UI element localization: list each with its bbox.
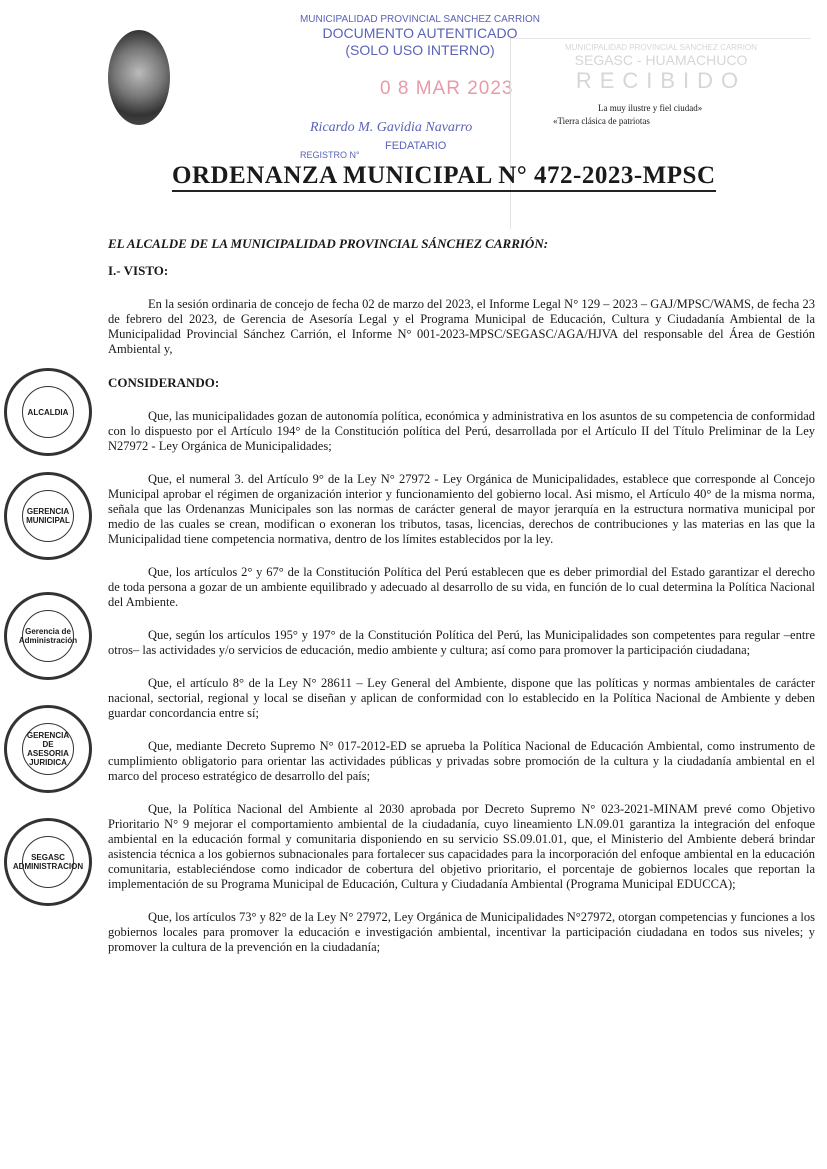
received-stamp-office: SEGASC - HUAMACHUCO [574,52,748,68]
gerencia-municipal-stamp [4,472,92,560]
asesoria-juridica-stamp [4,705,92,793]
considerando-paragraph: Que, las municipalidades gozan de autonomía política, económica y administrativa en los asuntos de su competencia de conformidad con lo dispuesto por el Artículo 194° de la Constitución política del Perú, desarrollada por el Artículo II del Título Preliminar de la Ley N27972 - Ley Orgánica de Municipalidades; [108,409,815,453]
visto-heading: I.- VISTO: [108,263,169,278]
motto-line-1: La muy ilustre y fiel ciudad» [598,103,703,113]
stamp-label: Gerencia de Administración [18,627,78,645]
document-title: ORDENANZA MUNICIPAL N° 472-2023-MPSC [172,162,716,192]
auth-stamp-registro: REGISTRO N° [300,150,360,160]
considerando-paragraph: Que, el artículo 8° de la Ley N° 28611 – Ley General del Ambiente, dispone que las políticas y normas ambientales de carácter nacional, sectorial, regional y local se diseñan y aplican de conformidad con lo establecido en la Política Nacional de Ambiente y deben guardar concordancia entre sí; [108,676,815,720]
received-stamp [510,38,811,229]
alcaldia-stamp [4,368,92,456]
auth-stamp-entity: MUNICIPALIDAD PROVINCIAL SANCHEZ CARRION [299,14,541,25]
stamp-label: GERENCIA MUNICIPAL [26,507,70,525]
received-stamp-status: RECIBIDO [575,68,747,93]
stamp-label: ALCALDIA [27,407,69,417]
considerando-paragraph: Que, el numeral 3. del Artículo 9° de la Ley N° 27972 - Ley Orgánica de Municipalidades, establece que corresponde al Concejo Municipal aprobar el régimen de organización interior y funcionamiento del gobierno local. Asi mismo, el Artículo 40° de la misma norma, señala que las Ordenanzas Municipales son las normas de carácter general de mayor jerarquía en la estructura normativa municipal por medio de las cuales se crean, modifican o exoneran los tributos, tasas, licencias, derechos de contribuciones y las materias en las que la Municipalidad tiene competencia normativa, dentro de los límites establecidos por la ley. [108,472,815,546]
auth-stamp-signer: Ricardo M. Gavidia Navarro [310,120,473,135]
stamp-label: SEGASC ADMINISTRACION [12,853,84,871]
auth-stamp-date: 0 8 MAR 2023 [380,78,514,99]
auth-stamp-role: FEDATARIO [385,140,447,152]
document-body [108,263,815,973]
considerando-paragraph: Que, los artículos 73° y 82° de la Ley N° 27972, Ley Orgánica de Municipalidades N°27972, otorgan competencias y funciones a los gobiernos locales para promover la educación e investigación ambiental, incentivar la participación ciudadana en todos sus niveles; y promover la cultura de la prevención en la ciudadanía; [108,910,815,954]
issuer-line: EL ALCALDE DE LA MUNICIPALIDAD PROVINCIAL SÁNCHEZ CARRIÓN: [108,236,549,251]
municipal-seal [108,30,170,125]
considerando-heading: CONSIDERANDO: [108,375,220,390]
considerando-paragraph: Que, según los artículos 195° y 197° de la Constitución Política del Perú, las Municipalidades son competentes para regular –entre otros– las actividades y/o servicios de educación, medio ambiente y cultura; así como para promover la participación ciudadana; [108,628,815,657]
gerencia-administracion-stamp [4,592,92,680]
considerando-paragraph: Que, mediante Decreto Supremo N° 017-2012-ED se aprueba la Política Nacional de Educación Ambiental, como instrumento de cumplimiento obligatorio para orientar las actividades públicas y privadas sobre promoción de la cultura y la ciudadanía ambiental en el marco del proceso estratégico de desarrollo del país; [108,739,815,783]
considerando-paragraph: Que, los artículos 2° y 67° de la Constitución Política del Perú establecen que es deber primordial del Estado garantizar el derecho de toda persona a gozar de un ambiente equilibrado y adecuado al desarrollo de su vida, en función de lo cual determina la Política Nacional del Ambiente. [108,565,815,609]
motto-line-2: «Tierra clásica de patriotas [553,116,650,126]
auth-stamp-line1: DOCUMENTO AUTENTICADO [322,25,518,41]
segasc-stamp [4,818,92,906]
city-motto [553,102,702,128]
stamp-label: GERENCIA DE ASESORIA JURIDICA [26,731,70,767]
received-stamp-entity: MUNICIPALIDAD PROVINCIAL SANCHEZ CARRION [564,43,758,52]
considerando-paragraph: Que, la Política Nacional del Ambiente al 2030 aprobada por Decreto Supremo N° 023-2021-MINAM prevé como Objetivo Prioritario N° 9 mejorar el comportamiento ambiental de la ciudadanía, cuyo lineamiento LN.09.01 garantiza la integración del enfoque ambiental en la educación formal y comunitaria disponiendo en su servicio SS.09.01.01, que, el Ministerio del Ambiente deberá brindar asistencia técnica a los gobiernos subnacionales para fortalecer sus capacidades para la incorporación del enfoque ambiental en la educación comunitaria, estableciéndose como indicador de cobertura del objetivo prioritario, el porcentaje de gobiernos locales que reportan la implementación de su Programa Municipal de Educación, Cultura y Ciudadanía Ambiental (Programa Municipal EDUCCA); [108,802,815,891]
auth-stamp-line2: (SOLO USO INTERNO) [345,42,495,58]
visto-paragraph: En la sesión ordinaria de concejo de fecha 02 de marzo del 2023, el Informe Legal N° 129 – 2023 – GAJ/MPSC/WAMS, de fecha 23 de febrero del 2023, de Gerencia de Asesoría Legal y el Programa Municipal de Educación, Cultura y Ciudadanía Ambiental de la Municipalidad Provincial Sánchez Carrión, el Informe N° 001-2023-MPSC/SEGASC/AGA/HJVA del responsable del Área de Gestión Ambiental y, [108,297,815,356]
